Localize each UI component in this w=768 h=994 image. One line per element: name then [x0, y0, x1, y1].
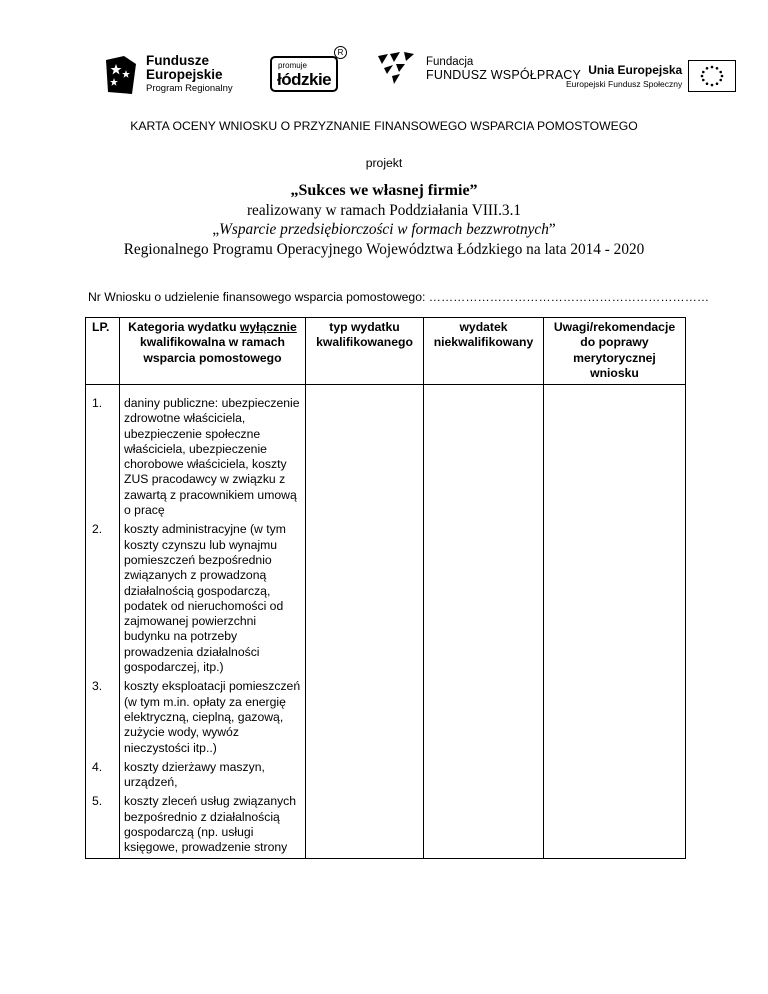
- row-category: koszty eksploatacji pomieszczeń (w tym m.in. opłaty za energię elektryczną, cieplną, gazową, zużycie wody, wywóz nieczystości itp..): [120, 677, 306, 757]
- table-row: [86, 792, 686, 858]
- fe-line1: Fundusze: [146, 53, 209, 68]
- fundusz-wspolpracy-logo: [378, 52, 581, 86]
- row-category: daniny publiczne: ubezpieczenie zdrowotne właściciela, ubezpieczenie społeczne właściciela, ubezpieczenie chorobowe właściciela, koszty ZUS pracodawcy w związku z zawartą z pracownikiem umową o pracę: [120, 385, 306, 521]
- header-category: [120, 318, 306, 385]
- table-row: [86, 520, 686, 677]
- row-remarks-cell[interactable]: [544, 792, 686, 858]
- row-type-cell[interactable]: [306, 758, 424, 793]
- eu-flag-icon: [688, 60, 736, 92]
- table-row: [86, 758, 686, 793]
- table-row: [86, 677, 686, 757]
- ue-line2: Europejski Fundusz Społeczny: [566, 78, 683, 89]
- promuje-lodzkie-logo: [270, 48, 344, 92]
- row-lp: 4.: [86, 758, 120, 793]
- row-non-qualified-cell[interactable]: [424, 677, 544, 757]
- row-non-qualified-cell[interactable]: [424, 520, 544, 677]
- row-category: koszty dzierżawy maszyn, urządzeń,: [120, 758, 306, 793]
- row-remarks-cell[interactable]: [544, 758, 686, 793]
- document-subtitle: projekt: [365, 156, 403, 170]
- fe-line3: Program Regionalny: [146, 83, 233, 94]
- registered-icon: R: [334, 46, 347, 59]
- header-type: typ wydatku kwalifikowanego: [306, 318, 424, 385]
- ue-line1: Unia Europejska: [588, 62, 683, 77]
- table-header-row: [86, 318, 686, 385]
- header-category-post: kwalifikowalna w ramach wsparcia pomostowego: [140, 335, 285, 365]
- row-remarks-cell[interactable]: [544, 677, 686, 757]
- fe-stars-icon: [104, 54, 138, 96]
- row-type-cell[interactable]: [306, 677, 424, 757]
- row-category: koszty administracyjne (w tym koszty czynszu lub wynajmu pomieszczeń bezpośrednio związanych z prowadzoną działalnością gospodarczą, podatek od nieruchomości od zajmowanej powierzchni budynku na potrzeby prowadzenia działalności gospodarczej, itp.): [120, 520, 306, 677]
- project-line3: [0, 220, 768, 240]
- row-category: koszty zleceń usług związanych bezpośrednio z działalnością gospodarczą (np. usługi księgowe, prowadzenie strony: [120, 792, 306, 858]
- row-remarks-cell[interactable]: [544, 385, 686, 521]
- logo-bar: [0, 46, 768, 108]
- document-title: KARTA OCENY WNIOSKU O PRZYZNANIE FINANSOWEGO WSPARCIA POMOSTOWEGO: [130, 119, 638, 133]
- project-line2: realizowany w ramach Poddziałania VIII.3.1: [246, 201, 522, 219]
- row-non-qualified-cell[interactable]: [424, 758, 544, 793]
- ffw-line1: Fundacja: [426, 56, 474, 68]
- fe-line2: Europejskie: [146, 67, 223, 82]
- header-category-underlined: wyłącznie: [239, 320, 297, 334]
- project-line3-italic: Wsparcie przedsiębiorczości w formach bezzwrotnych: [219, 221, 549, 238]
- row-lp: 5.: [86, 792, 120, 858]
- project-name: „Sukces we własnej firmie”: [290, 182, 478, 199]
- row-type-cell[interactable]: [306, 385, 424, 521]
- header-lp: LP.: [86, 318, 120, 385]
- unia-europejska-logo: [566, 60, 736, 92]
- project-line4: Regionalnego Programu Operacyjnego Województwa Łódzkiego na lata 2014 - 2020: [123, 240, 645, 258]
- header-category-pre: Kategoria wydatku: [128, 320, 240, 334]
- quote-open: „: [212, 221, 220, 238]
- lodz-small-text: promuje: [278, 61, 307, 70]
- row-lp: 3.: [86, 677, 120, 757]
- lodz-big-text: łódzkie: [277, 70, 332, 89]
- project-info: [0, 181, 768, 259]
- row-non-qualified-cell[interactable]: [424, 792, 544, 858]
- row-remarks-cell[interactable]: [544, 520, 686, 677]
- row-type-cell[interactable]: [306, 792, 424, 858]
- ffw-line2: FUNDUSZ WSPÓŁPRACY: [426, 68, 582, 82]
- row-non-qualified-cell[interactable]: [424, 385, 544, 521]
- row-type-cell[interactable]: [306, 520, 424, 677]
- header-non-qualified: wydatek niekwalifikowany: [424, 318, 544, 385]
- row-lp: 1.: [86, 385, 120, 521]
- header-remarks: Uwagi/rekomendacje do poprawy merytorycznej wniosku: [544, 318, 686, 385]
- ffw-birds-icon: [378, 52, 418, 86]
- row-lp: 2.: [86, 520, 120, 677]
- fundusze-europejskie-logo: [104, 54, 233, 96]
- expense-table: [85, 317, 686, 859]
- application-number-field: Nr Wniosku o udzielenie finansowego wsparcia pomostowego: ……………………………………………………………: [88, 290, 710, 304]
- quote-close: ”: [548, 221, 556, 238]
- table-row: [86, 385, 686, 521]
